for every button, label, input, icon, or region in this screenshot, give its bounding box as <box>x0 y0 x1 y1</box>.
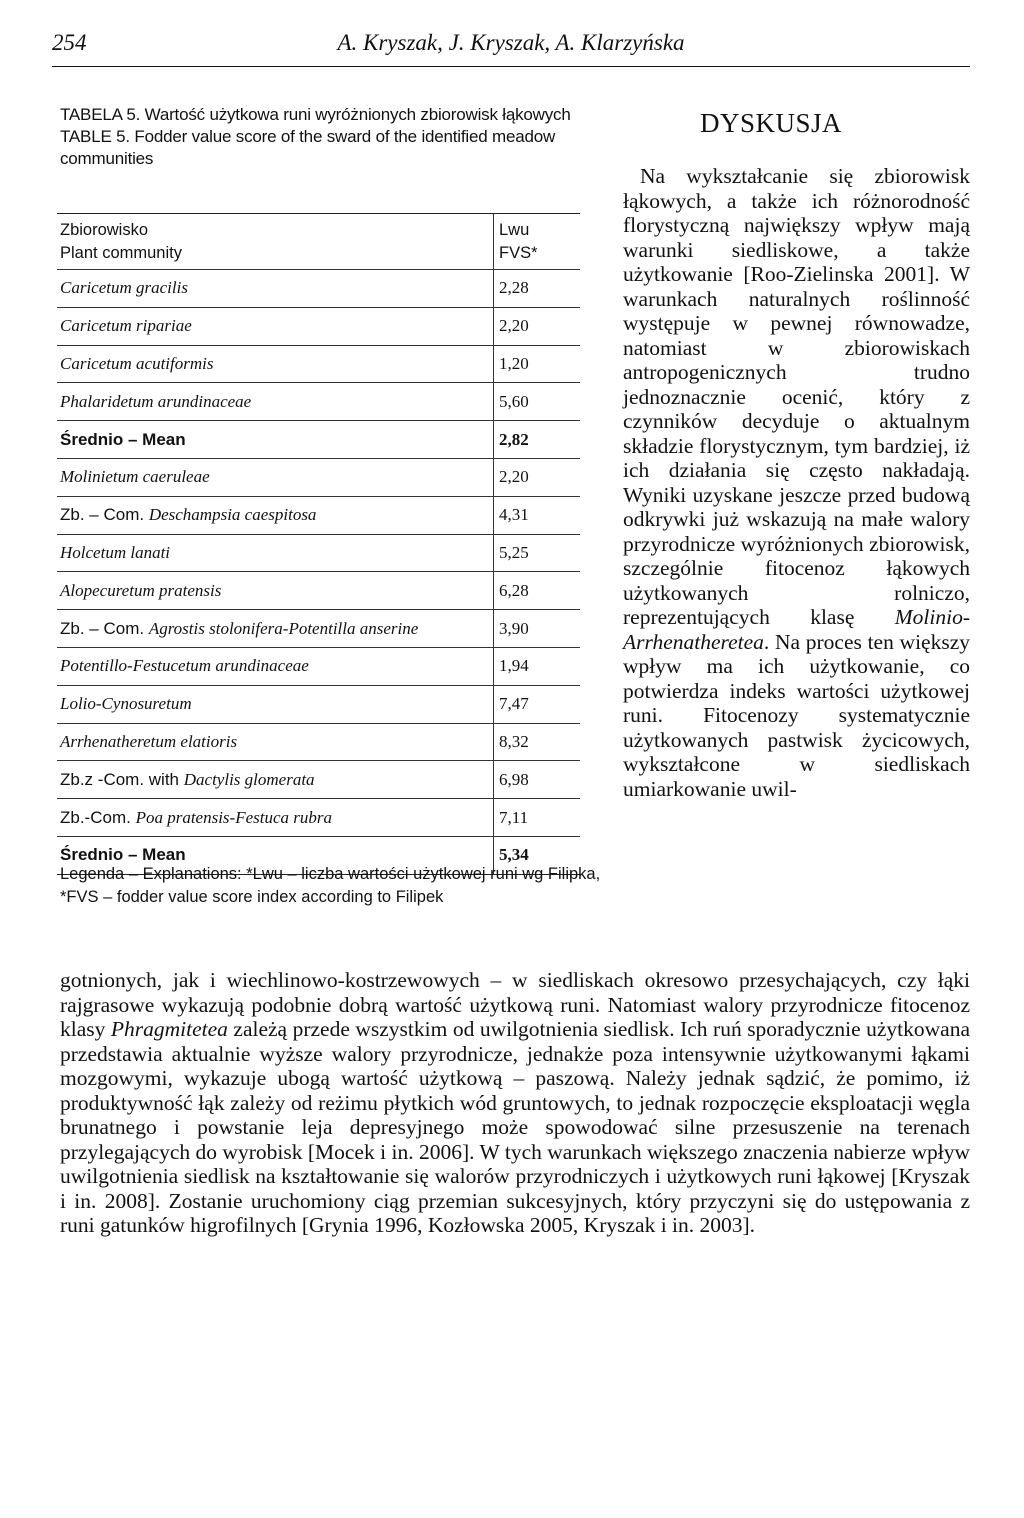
fodder-value-cell: 3,90 <box>499 618 529 638</box>
community-cell <box>57 648 494 685</box>
community-name: Lolio-Cynosuretum <box>60 694 192 714</box>
community-cell <box>57 686 494 723</box>
community-name: Caricetum gracilis <box>60 278 188 298</box>
mean-label: Średnio – Mean <box>60 429 186 449</box>
community-name: Caricetum acutiformis <box>60 353 214 373</box>
mean-value-cell: 5,34 <box>499 845 529 865</box>
community-prefix: Zb. – Com. <box>60 618 149 638</box>
community-name: Phalaridetum arundinaceae <box>60 391 252 411</box>
full-text-1: gotnionych, jak i wiechlinowo-kostrzewowych – w siedliskach okresowo przesychających, czy łąki rajgrasowe wykazują podobnie dobrą wartość użytkową runi. Natomiast walory przyrodnicze fitocenoz klasy <box>60 968 970 1041</box>
fodder-value-cell: 5,60 <box>499 391 529 411</box>
community-prefix: Zb.z -Com. with <box>60 769 184 789</box>
fodder-value-cell: 7,11 <box>499 807 529 827</box>
community-cell <box>57 761 494 798</box>
table-caption <box>60 104 600 170</box>
community-name: Alopecuretum pratensis <box>60 580 222 600</box>
community-name: Potentillo-Festucetum arundinaceae <box>60 656 309 676</box>
community-name: Poa pratensis-Festuca rubra <box>135 807 332 827</box>
running-head-authors: A. Kryszak, J. Kryszak, A. Klarzyńska <box>337 30 685 55</box>
table-row <box>57 421 580 459</box>
community-cell <box>57 346 494 383</box>
community-name: Agrostis stolonifera-Potentilla anserine <box>148 618 419 638</box>
discussion-full-width <box>60 968 970 1238</box>
fodder-value-cell: 2,20 <box>499 316 529 336</box>
community-name: Caricetum ripariae <box>60 316 192 336</box>
table-body <box>57 270 580 874</box>
table-row <box>57 308 580 346</box>
table-row <box>57 383 580 421</box>
community-cell <box>57 610 494 647</box>
table-row <box>57 761 580 799</box>
full-italic: Phragmitetea <box>110 1017 228 1041</box>
fodder-value-cell: 1,20 <box>499 353 529 373</box>
page-number: 254 <box>52 30 87 55</box>
table-row <box>57 724 580 762</box>
table-row <box>57 535 580 573</box>
community-name: Deschampsia caespitosa <box>148 505 317 525</box>
table-row <box>57 686 580 724</box>
community-name: Dactylis glomerata <box>183 769 315 789</box>
table-row <box>57 346 580 384</box>
fodder-value-cell: 6,98 <box>499 769 529 789</box>
discussion-column <box>623 164 970 801</box>
fodder-value-cell: 1,94 <box>499 656 529 676</box>
community-cell <box>57 572 494 609</box>
table-row <box>57 572 580 610</box>
fodder-value-cell: 2,20 <box>499 467 529 487</box>
header-value-pl: Lwu <box>499 220 530 239</box>
mean-label: Średnio – Mean <box>60 845 186 865</box>
table-caption-en: TABLE 5. Fodder value score of the sward of the identified meadow communities <box>60 127 556 168</box>
community-cell <box>57 421 494 458</box>
community-cell <box>57 270 494 307</box>
community-cell <box>57 497 494 534</box>
community-cell <box>57 724 494 761</box>
fodder-value-cell: 8,32 <box>499 731 529 751</box>
header-value <box>494 214 580 269</box>
community-cell <box>57 459 494 496</box>
table-row <box>57 459 580 497</box>
header-value-en: FVS* <box>499 243 538 262</box>
discussion-paragraph <box>623 164 970 801</box>
table-caption-pl: TABELA 5. Wartość użytkowa runi wyróżnionych zbiorowisk łąkowych <box>60 105 571 124</box>
community-cell <box>57 383 494 420</box>
fodder-value-table <box>57 213 580 875</box>
community-cell <box>57 308 494 345</box>
fodder-value-cell: 2,28 <box>499 278 529 298</box>
header-community <box>57 214 494 269</box>
community-cell <box>57 799 494 836</box>
table-row <box>57 648 580 686</box>
community-name: Holcetum lanati <box>60 542 171 562</box>
fodder-value-cell: 5,25 <box>499 542 529 562</box>
fodder-value-cell: 6,28 <box>499 580 529 600</box>
community-name: Molinietum caeruleae <box>60 467 210 487</box>
fodder-value-cell: 7,47 <box>499 694 529 714</box>
table-row <box>57 610 580 648</box>
community-name: Arrhenatheretum elatioris <box>60 731 238 751</box>
discussion-continuation <box>60 968 970 1238</box>
table-row <box>57 497 580 535</box>
community-prefix: Zb. – Com. <box>60 505 149 525</box>
header-community-en: Plant community <box>60 243 182 262</box>
section-heading: DYSKUSJA <box>700 108 843 138</box>
fodder-value-cell: 4,31 <box>499 505 529 525</box>
mean-value-cell: 2,82 <box>499 429 529 449</box>
table-row <box>57 270 580 308</box>
discussion-italic: Molinio-Arrhenatheretea <box>623 605 970 654</box>
table-row <box>57 799 580 837</box>
header-community-pl: Zbiorowisko <box>60 220 149 239</box>
table-header <box>57 214 580 270</box>
discussion-text-1: Na wykształcanie się zbiorowisk łąkowych, a także ich różnorodność florystyczną największy wpływ mają warunki siedliskowe, a także użytkowanie [Roo-Zielinska 2001]. W warunkach naturalnych roślinność występuje w pewnej równowadze, natomiast w zbiorowiskach antropogenicznych trudno jednoznacznie ocenić, który z czynników decyduje o aktualnym składzie florystycznym, tym bardziej, iż ich działania się często nakładają. Wyniki uzyskane jeszcze przed budową odkrywki już wskazują na małe walory przyrodnicze wyróżnionych zbiorowisk, szczególnie fitocenoz łąkowych użytkowanych rolniczo, reprezentujących klasę <box>623 164 970 629</box>
running-header <box>52 30 970 67</box>
discussion-text-2: . Na proces ten większy wpływ ma ich użytkowanie, co potwierdza indeks wartości użytkowej runi. Fitocenozy systematycznie użytkowanych pastwisk życicowych, wykształcone w siedliskach umiarkowanie uwil- <box>623 629 970 801</box>
community-cell <box>57 535 494 572</box>
community-prefix: Zb.-Com. <box>60 807 136 827</box>
table-legend: Legenda – Explanations: *Lwu – liczba wartości użytkowej runi wg Filipka, *FVS – fodder value score index according to Filipek <box>60 865 601 906</box>
full-text-2: zależą przede wszystkim od uwilgotnienia siedlisk. Ich ruń sporadycznie użytkowana przedstawia aktualnie wyższe walory przyrodnicze, jednakże poza intensywnie użytkowanymi łąkami mozgowymi, wykazuje ubogą wartość użytkową – paszową. Należy jednak sądzić, że pomimo, iż produktywność łąk zależy od reżimu płytkich wód gruntowych, to jednak rozpoczęcie eksploatacji węgla brunatnego i powstanie leja depresyjnego może spowodować silne przesuszenie na terenach przylegających do wyrobisk [Mocek i in. 2006]. W tych warunkach większego znaczenia nabierze wpływ uwilgotnienia siedlisk na kształtowanie się walorów przyrodniczych i użytkowych runi łąkowej [Kryszak i in. 2008]. Zostanie uruchomiony ciąg przemian sukcesyjnych, który przyczyni się do ustępowania z runi gatunków higrofilnych [Grynia 1996, Kozłowska 2005, Kryszak i in. 2003]. <box>60 1017 970 1237</box>
